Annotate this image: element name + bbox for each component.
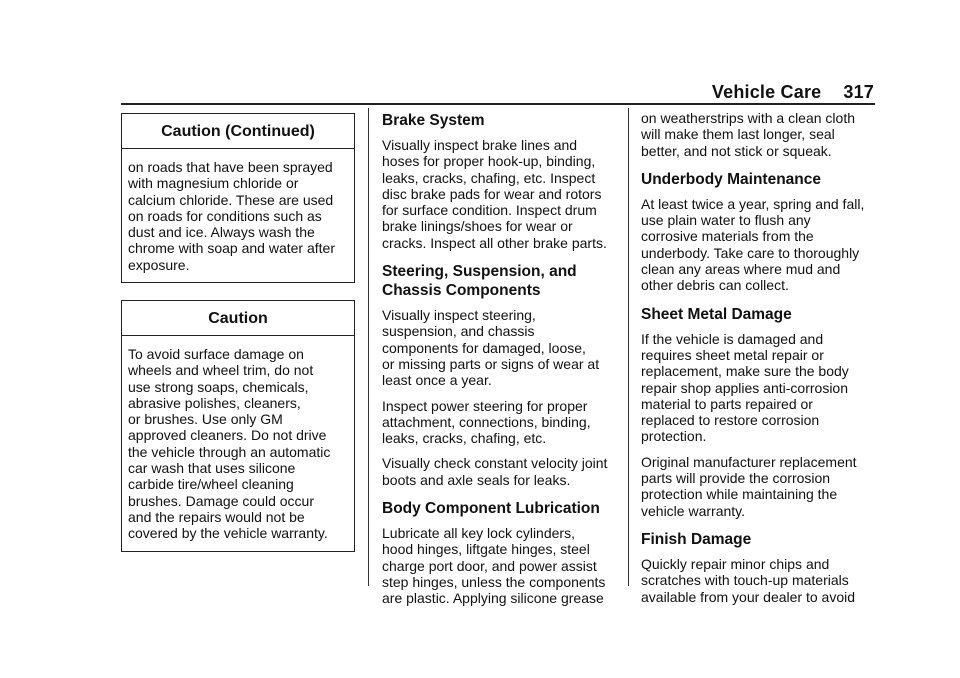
text-line: with magnesium chloride or — [128, 175, 299, 192]
paragraph — [641, 196, 877, 294]
text-line: underbody. Take care to thoroughly — [641, 244, 860, 261]
text-line: covered by the vehicle warranty. — [128, 525, 328, 542]
text-line: cracks. Inspect all other brake parts. — [382, 234, 607, 251]
text-line: To avoid surface damage on — [128, 346, 304, 362]
text-line: dust and ice. Always wash the — [128, 224, 315, 241]
paragraph — [641, 556, 877, 605]
text-line: Quickly repair minor chips and — [641, 555, 830, 572]
text-line: carbide tire/wheel cleaning — [128, 476, 294, 493]
column-right — [641, 108, 877, 605]
section-heading: Brake System — [382, 112, 485, 129]
section-sheet-metal-damage — [641, 305, 877, 519]
text-line: Original manufacturer replacement — [641, 453, 857, 470]
text-line: parts will provide the corrosion — [641, 470, 831, 487]
text-line: Lubricate all key lock cylinders, — [382, 525, 575, 542]
text-line: available from your dealer to avoid — [641, 588, 856, 605]
section-heading — [382, 262, 616, 300]
text-line: or missing parts or signs of wear at — [382, 355, 600, 372]
section-title: Vehicle Care — [711, 82, 822, 102]
text-line: chrome with soap and water after — [128, 240, 335, 257]
text-line: boots and axle seals for leaks. — [382, 471, 571, 488]
paragraph — [382, 455, 616, 488]
caution-title: Caution — [122, 301, 354, 336]
text-line: the vehicle through an automatic — [128, 443, 331, 460]
column-middle — [382, 108, 616, 607]
text-line: attachment, connections, binding, — [382, 413, 591, 430]
paragraph — [382, 398, 616, 447]
section-heading: Finish Damage — [641, 530, 752, 548]
text-line: disc brake pads for wear and rotors — [382, 185, 602, 202]
column-divider-right — [628, 108, 629, 586]
section-body-lubrication — [382, 499, 616, 606]
header-rule — [121, 103, 875, 105]
heading-line: Chassis Components — [382, 282, 541, 300]
column-divider-left — [368, 108, 369, 586]
paragraph — [382, 137, 616, 251]
text-line: on weatherstrips with a clean cloth — [641, 110, 855, 126]
text-line: for surface condition. Inspect drum — [382, 202, 597, 219]
section-underbody-maintenance — [641, 170, 877, 294]
text-line: scratches with touch-up materials — [641, 572, 849, 589]
text-line: material to parts repaired or — [641, 395, 813, 412]
paragraph — [382, 307, 616, 388]
heading-line: Steering, Suspension, and — [382, 263, 577, 281]
text-line: on roads that have been sprayed — [128, 159, 333, 175]
text-line: leaks, cracks, chafing, etc. Inspect — [382, 169, 596, 186]
text-line: calcium chloride. These are used — [128, 191, 334, 208]
text-line: components for damaged, loose, — [382, 339, 586, 356]
running-header — [712, 82, 874, 103]
text-line: hood hinges, liftgate hinges, steel — [382, 541, 590, 558]
text-line: clean any areas where mud and — [641, 261, 841, 278]
text-line: replaced to restore corrosion — [641, 412, 820, 429]
text-line: suspension, and chassis — [382, 323, 535, 340]
text-line: abrasive polishes, cleaners, — [128, 394, 301, 411]
text-line: better, and not stick or squeak. — [641, 142, 832, 159]
caution-title: Caution (Continued) — [122, 114, 354, 149]
text-line: will make them last longer, seal — [641, 126, 835, 143]
caution-box-wheels — [121, 300, 355, 552]
text-line: other debris can collect. — [641, 277, 789, 294]
page-number: 317 — [843, 82, 874, 102]
text-line: and the repairs would not be — [128, 508, 305, 525]
paragraph-continued — [641, 110, 877, 159]
section-brake-system — [382, 111, 616, 251]
text-line: or brushes. Use only GM — [128, 411, 283, 428]
text-line: least once a year. — [382, 372, 492, 389]
text-line: step hinges, unless the components — [382, 573, 606, 590]
text-line: car wash that uses silicone — [128, 460, 296, 477]
section-heading: Sheet Metal Damage — [641, 305, 792, 323]
text-line: Visually inspect brake lines and — [382, 137, 578, 153]
text-line: exposure. — [128, 256, 190, 273]
text-line: Visually check constant velocity joint — [382, 455, 608, 472]
text-line: use strong soaps, chemicals, — [128, 378, 309, 395]
text-line: Visually inspect steering, — [382, 307, 536, 324]
caution-box-continued — [121, 113, 355, 283]
text-line: At least twice a year, spring and fall, — [641, 195, 865, 212]
text-line: corrosive materials from the — [641, 228, 814, 245]
section-heading: Underbody Maintenance — [641, 170, 821, 188]
section-steering-suspension — [382, 262, 616, 488]
text-line: brushes. Damage could occur — [128, 492, 314, 509]
text-line: brake linings/shoes for wear or — [382, 218, 573, 235]
text-line: replacement, make sure the body — [641, 363, 849, 380]
text-line: on roads for conditions such as — [128, 207, 322, 224]
paragraph — [382, 525, 616, 606]
text-line: vehicle warranty. — [641, 502, 746, 519]
text-line: If the vehicle is damaged and — [641, 330, 824, 347]
text-line: are plastic. Applying silicone grease — [382, 590, 604, 607]
text-line: approved cleaners. Do not drive — [128, 427, 327, 444]
text-line: repair shop applies anti-corrosion — [641, 379, 848, 396]
text-line: protection while maintaining the — [641, 486, 838, 503]
text-line: use plain water to flush any — [641, 212, 811, 229]
text-line: protection. — [641, 428, 707, 445]
text-line: leaks, cracks, chafing, etc. — [382, 430, 547, 447]
paragraph — [641, 454, 877, 519]
text-line: charge port door, and power assist — [382, 557, 597, 574]
text-line: Inspect power steering for proper — [382, 397, 588, 414]
caution-text — [122, 149, 354, 282]
caution-text — [122, 336, 354, 551]
text-line: hoses for proper hook-up, binding, — [382, 153, 596, 170]
text-line: requires sheet metal repair or — [641, 346, 824, 363]
paragraph — [641, 331, 877, 445]
text-line: wheels and wheel trim, do not — [128, 362, 314, 379]
section-heading: Body Component Lubrication — [382, 500, 600, 518]
section-finish-damage — [641, 530, 877, 605]
